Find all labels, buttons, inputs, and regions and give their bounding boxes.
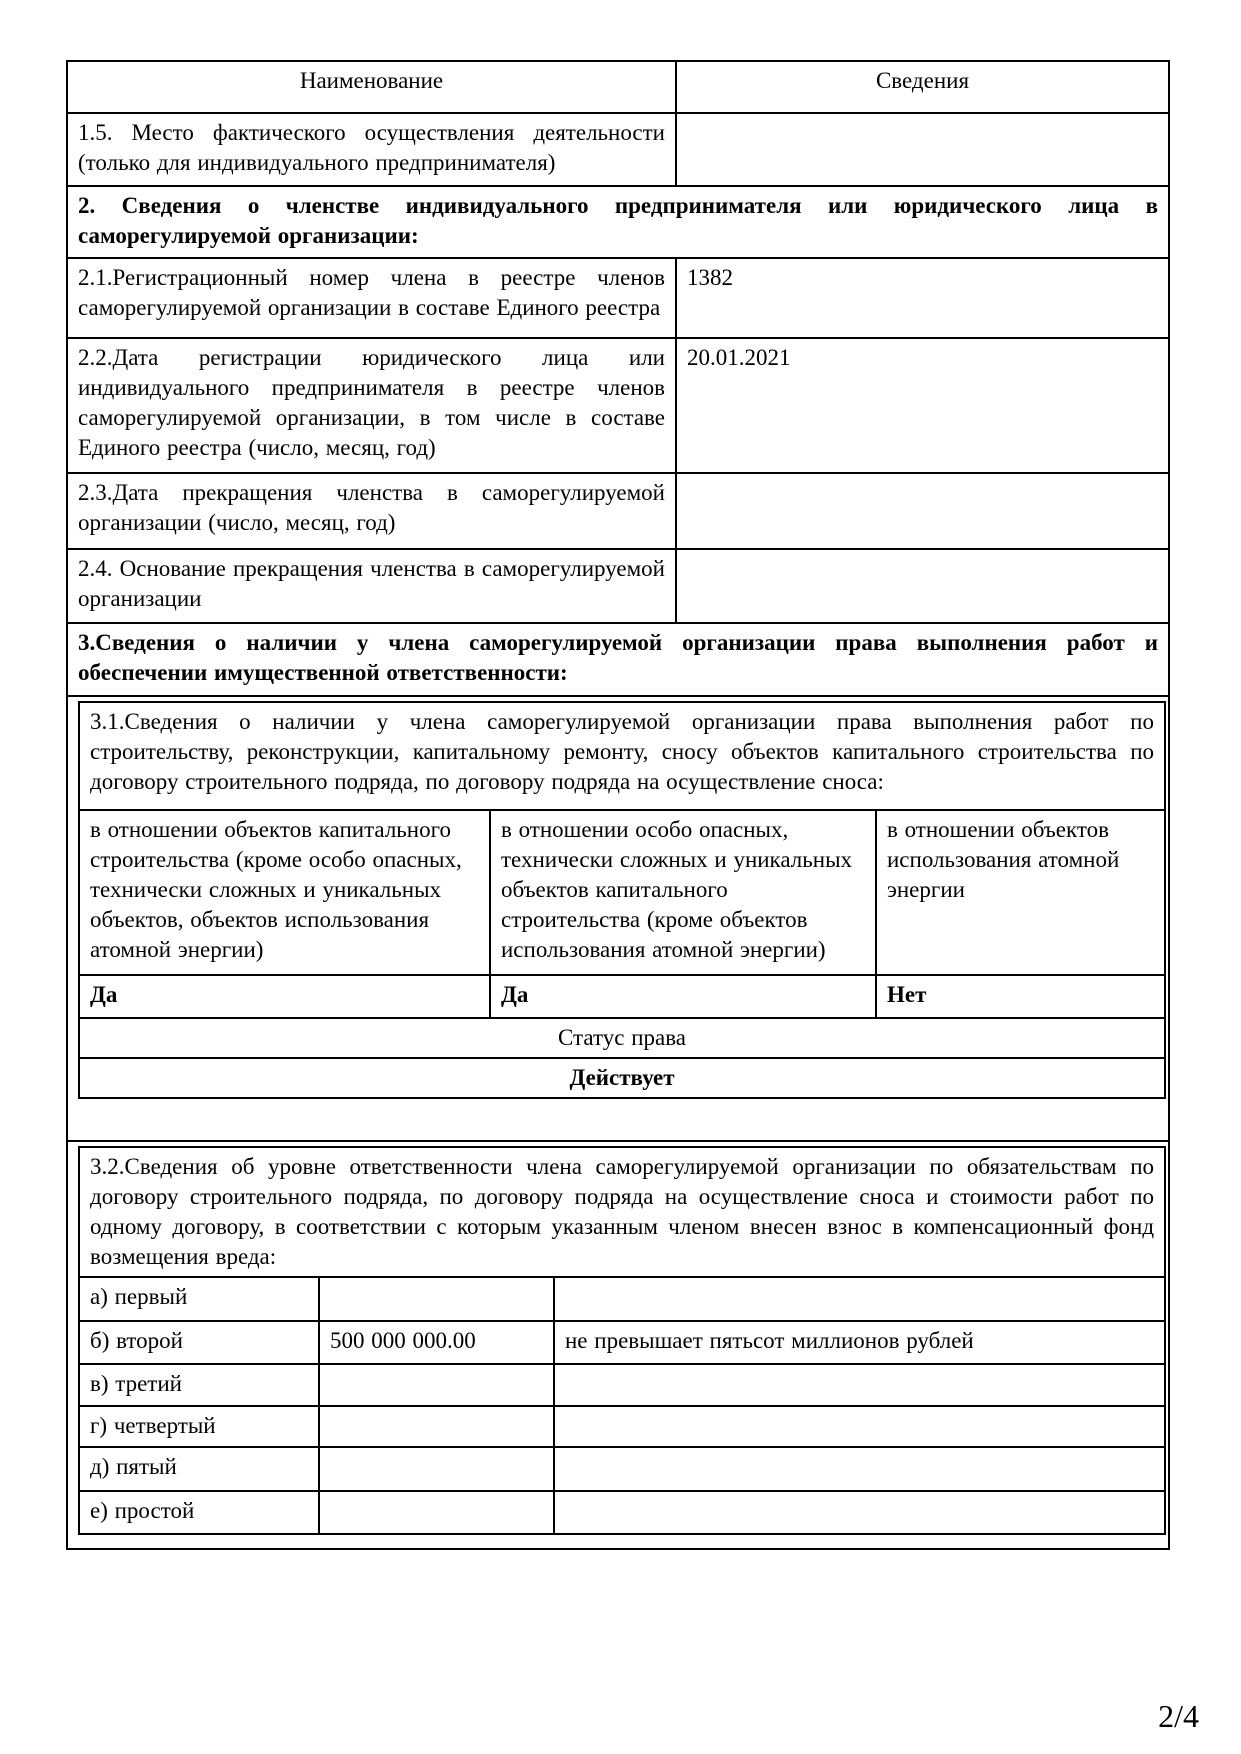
col-hazardous-objects: в отношении особо опасных, технически сложных и уникальных объектов капитального строительства (кроме объектов использования атомной энергии) <box>490 810 876 975</box>
row-1-5-label: 1.5. Место фактического осуществления деятельности (только для индивидуального предпринимателя) <box>67 113 676 186</box>
row-1-5-value <box>676 113 1169 186</box>
status-label: Статус права <box>79 1018 1165 1058</box>
row-2-1-label: 2.1.Регистрационный номер члена в реестре членов саморегулируемой организации в составе Единого реестра <box>67 258 676 338</box>
value-capital-objects: Да <box>79 975 490 1018</box>
level-first-description <box>554 1277 1165 1321</box>
level-fourth-description <box>554 1406 1165 1447</box>
status-value: Действует <box>79 1058 1165 1098</box>
value-hazardous-objects: Да <box>490 975 876 1018</box>
section-3-row <box>67 623 1169 696</box>
row-2-2-value: 20.01.2021 <box>676 338 1169 473</box>
level-row-simple <box>79 1491 1165 1534</box>
registry-extract-table <box>66 60 1170 1550</box>
level-fifth-description <box>554 1447 1165 1491</box>
row-2-4 <box>67 549 1169 623</box>
row-3-1-columns <box>79 810 1165 975</box>
row-status-value <box>79 1058 1165 1098</box>
level-second-description: не превышает пятьсот миллионов рублей <box>554 1321 1165 1364</box>
section-2-heading: 2. Сведения о членстве индивидуального предпринимателя или юридического лица в саморегулируемой организации: <box>67 186 1169 258</box>
col-capital-objects: в отношении объектов капитального строительства (кроме особо опасных, технически сложных и уникальных объектов, объектов использования атомной энергии) <box>79 810 490 975</box>
level-fourth-label: г) четвертый <box>79 1406 319 1447</box>
table-3-2 <box>78 1146 1166 1535</box>
table-3-1 <box>78 701 1166 1099</box>
row-2-1-value: 1382 <box>676 258 1169 338</box>
row-2-1 <box>67 258 1169 338</box>
row-3-1-intro <box>79 702 1165 810</box>
block-3-2-row <box>67 1141 1169 1549</box>
level-second-label: б) второй <box>79 1321 319 1364</box>
level-second-amount: 500 000 000.00 <box>319 1321 554 1364</box>
section-3-heading: 3.Сведения о наличии у члена саморегулируемой организации права выполнения работ и обеспечении имущественной ответственности: <box>67 623 1169 696</box>
level-simple-amount <box>319 1491 554 1534</box>
row-2-4-value <box>676 549 1169 623</box>
page-number: 2/4 <box>1158 1698 1199 1734</box>
level-fourth-amount <box>319 1406 554 1447</box>
level-row-fourth <box>79 1406 1165 1447</box>
column-header-details: Сведения <box>676 61 1169 113</box>
row-3-1-values <box>79 975 1165 1018</box>
level-simple-description <box>554 1491 1165 1534</box>
block-3-1-row <box>67 696 1169 1141</box>
row-2-4-label: 2.4. Основание прекращения членства в саморегулируемой организации <box>67 549 676 623</box>
col-nuclear-objects: в отношении объектов использования атомной энергии <box>876 810 1165 975</box>
section-2-row <box>67 186 1169 258</box>
level-first-label: а) первый <box>79 1277 319 1321</box>
row-3-2-intro <box>79 1147 1165 1277</box>
level-third-description <box>554 1364 1165 1406</box>
intro-3-1: 3.1.Сведения о наличии у члена саморегулируемой организации права выполнения работ по строительству, реконструкции, капитальному ремонту, сносу объектов капитального строительства по договору строительного подряда, по договору подряда на осуществление сноса: <box>79 702 1165 810</box>
header-row <box>67 61 1169 113</box>
block-3-1-container <box>67 696 1169 1141</box>
row-2-3 <box>67 473 1169 549</box>
row-1-5 <box>67 113 1169 186</box>
level-simple-label: е) простой <box>79 1491 319 1534</box>
level-row-third <box>79 1364 1165 1406</box>
level-row-second <box>79 1321 1165 1364</box>
level-fifth-label: д) пятый <box>79 1447 319 1491</box>
row-2-3-value <box>676 473 1169 549</box>
level-third-amount <box>319 1364 554 1406</box>
level-row-first <box>79 1277 1165 1321</box>
row-status-label <box>79 1018 1165 1058</box>
row-2-2-label: 2.2.Дата регистрации юридического лица или индивидуального предпринимателя в реестре членов саморегулируемой организации, в том числе в составе Единого реестра (число, месяц, год) <box>67 338 676 473</box>
intro-3-2: 3.2.Сведения об уровне ответственности члена саморегулируемой организации по обязательствам по договору строительного подряда, по договору подряда на осуществление сноса и стоимости работ по одному договору, в соответствии с которым указанным членом внесен взнос в компенсационный фонд возмещения вреда: <box>79 1147 1165 1277</box>
row-2-3-label: 2.3.Дата прекращения членства в саморегулируемой организации (число, месяц, год) <box>67 473 676 549</box>
block-3-2-container <box>67 1141 1169 1549</box>
level-fifth-amount <box>319 1447 554 1491</box>
level-first-amount <box>319 1277 554 1321</box>
value-nuclear-objects: Нет <box>876 975 1165 1018</box>
level-row-fifth <box>79 1447 1165 1491</box>
column-header-name: Наименование <box>67 61 676 113</box>
row-2-2 <box>67 338 1169 473</box>
level-third-label: в) третий <box>79 1364 319 1406</box>
